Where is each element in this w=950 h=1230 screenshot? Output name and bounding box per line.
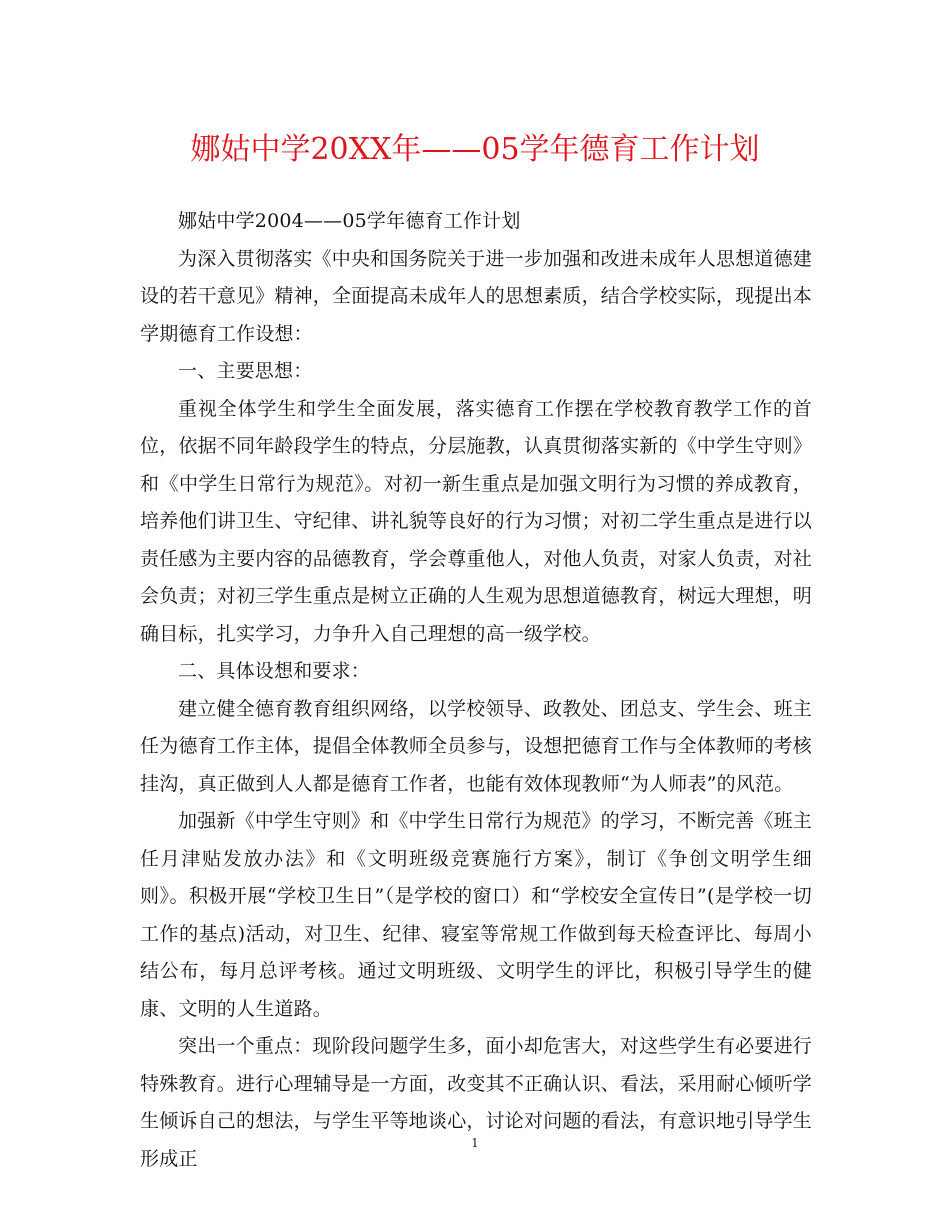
paragraph-intro: 为深入贯彻落实《中央和国务院关于进一步加强和改进未成年人思想道德建设的若干意见》精神，全面提高未成年人的思想素质，结合学校实际，现提出本学期德育工作设想： bbox=[140, 247, 813, 345]
paragraph-organization-network: 建立健全德育教育组织网络，以学校领导、政教处、团总支、学生会、班主任为德育工作主体，提倡全体教师全员参与，设想把德育工作与全体教师的考核挂沟，真正做到人人都是德育工作者，也能有效体现教师“为人师表”的风范。 bbox=[140, 697, 813, 795]
section-heading-main-ideas: 一、主要思想： bbox=[178, 360, 313, 382]
paragraph-subtitle: 娜姑中学2004——05学年德育工作计划 bbox=[178, 210, 521, 232]
page-number: 1 bbox=[471, 1136, 479, 1150]
document-title: 娜姑中学20XX年——05学年德育工作计划 bbox=[190, 132, 760, 167]
paragraph-key-focus: 突出一个重点：现阶段问题学生多，面小却危害大，对这些学生有必要进行特殊教育。进行心理辅导是一方面，改变其不正确认识、看法，采用耐心倾听学生倾诉自己的想法，与学生平等地谈心，讨论对问题的看法，有意识地引导学生形成正 bbox=[140, 1035, 813, 1170]
paragraph-main-ideas: 重视全体学生和学生全面发展，落实德育工作摆在学校教育教学工作的首位，依据不同年龄段学生的特点，分层施教，认真贯彻落实新的《中学生守则》和《中学生日常行为规范》。对初一新生重点是加强文明行为习惯的养成教育，培养他们讲卫生、守纪律、讲礼貌等良好的行为习惯；对初二学生重点是进行以责任感为主要内容的品德教育，学会尊重他人，对他人负责，对家人负责，对社会负责；对初三学生重点是树立正确的人生观为思想道德教育，树远大理想，明确目标，扎实学习，力争升入自己理想的高一级学校。 bbox=[140, 397, 813, 645]
section-heading-specific-plans: 二、具体设想和要求： bbox=[178, 660, 371, 682]
document-body bbox=[140, 203, 812, 1178]
paragraph-rules-study: 加强新《中学生守则》和《中学生日常行为规范》的学习，不断完善《班主任月津贴发放办法》和《文明班级竞赛施行方案》，制订《争创文明学生细则》。积极开展“学校卫生日”（是学校的窗口）和“学校安全宣传日”(是学校一切工作的基点)活动，对卫生、纪律、寝室等常规工作做到每天检查评比、每周小结公布，每月总评考核。通过文明班级、文明学生的评比，积极引导学生的健康、文明的人生道路。 bbox=[140, 810, 812, 1020]
